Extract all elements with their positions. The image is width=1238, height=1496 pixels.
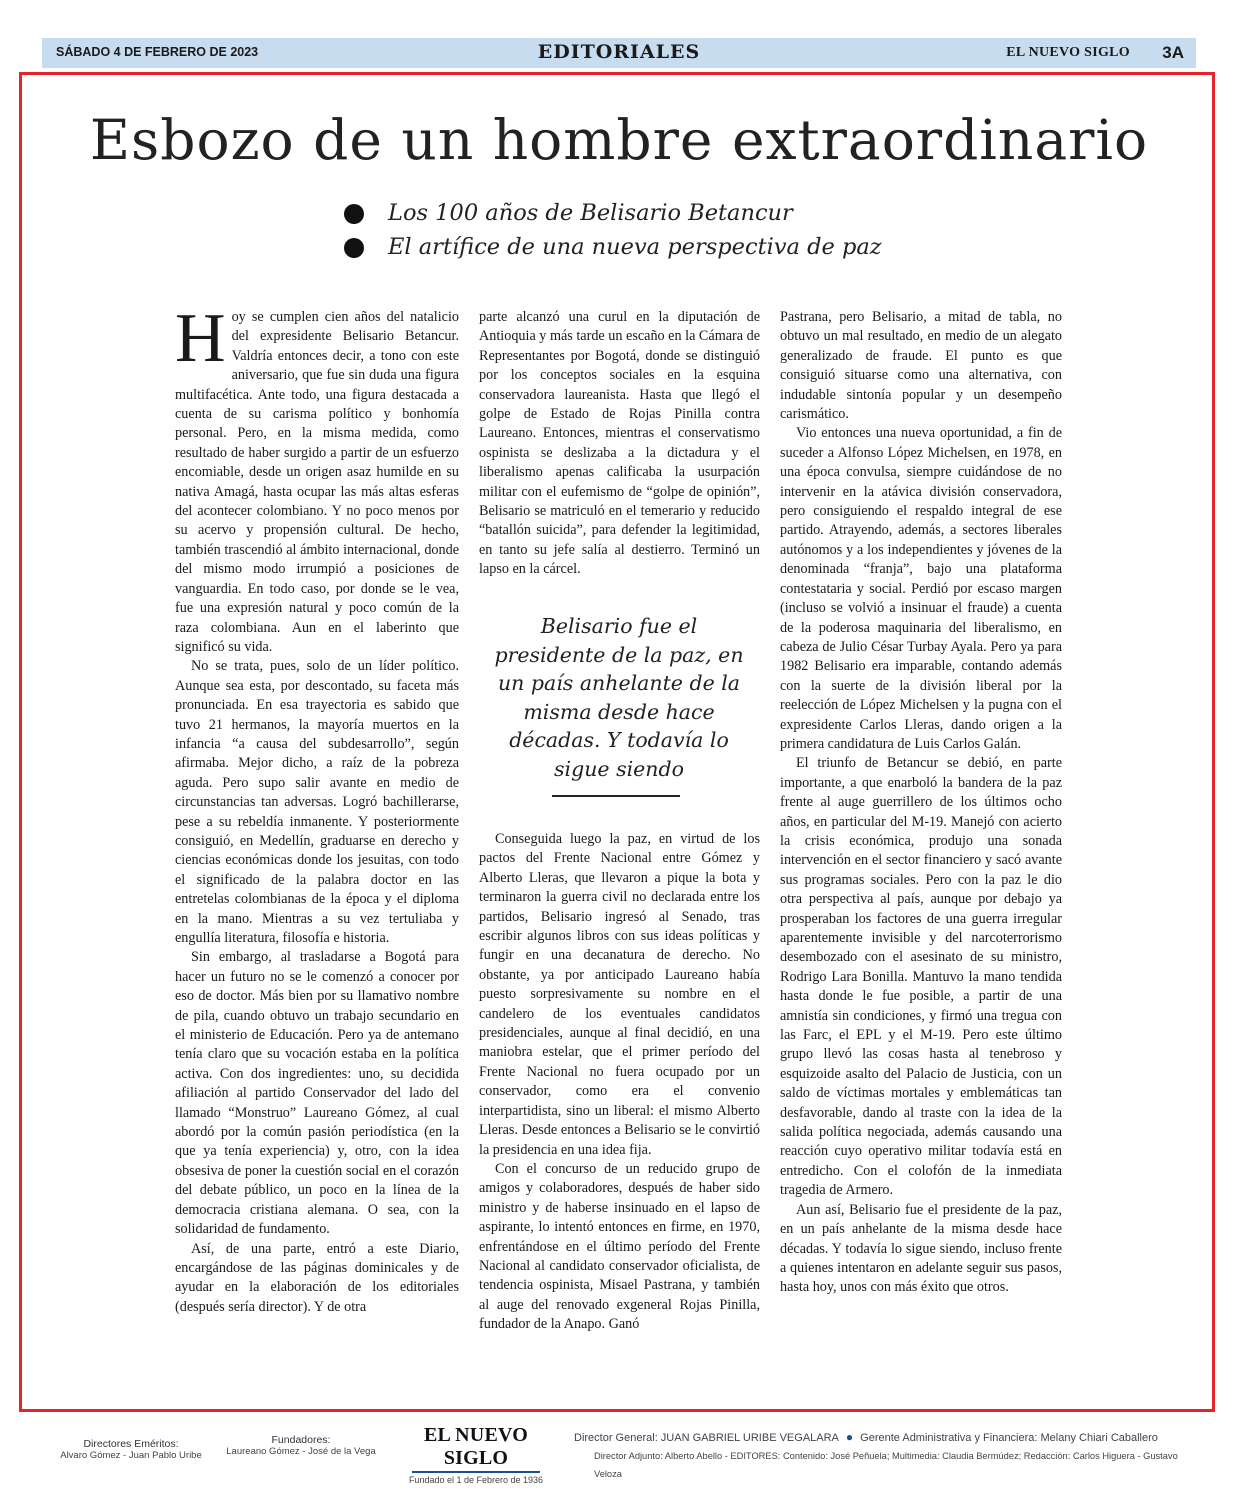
- logo-rule: [412, 1471, 540, 1473]
- financial-manager: Gerente Administrativa y Financiera: Melany Chiari Caballero: [860, 1432, 1158, 1444]
- drop-cap: H: [175, 300, 226, 377]
- emeritus-directors: [56, 1438, 206, 1462]
- director-general: Director General: JUAN GABRIEL URIBE VEGALARA: [574, 1432, 839, 1444]
- page-header-bar: [42, 38, 1196, 68]
- separator-dot-icon: ●: [845, 1430, 854, 1444]
- subheadline-text: El artífice de una nueva perspectiva de paz: [388, 234, 882, 260]
- pull-quote: Belisario fue el presidente de la paz, en un país anhelante de la misma desde hace décadas. Y todavía lo sigue siendo: [494, 614, 744, 781]
- emeritus-directors-names: Alvaro Gómez - Juan Pablo Uribe: [60, 1450, 202, 1461]
- paragraph: Sin embargo, al trasladarse a Bogotá para hacer un futuro no se le comenzó a conocer por eso de doctor. Más bien por su llamativo nombre de pila, cuando obtuvo un trabajo secundario en el ministerio de Educación. Pero ya de antemano tenía claro que su vocación estaba en la política activa. Con dos ingredientes: uno, su decidida afiliación al partido Conservador del lado del llamado “Monstruo” Laureano Gómez, al cual abordó por la común pasión periodística (en la que ya tenía experiencia) y, otro, con la idea obsesiva de poner la cuestión social en el corazón del debate público, un poco en la línea de la democracia cristiana alemana. O sea, con la solidaridad de fundamento.: [175, 949, 459, 1238]
- paragraph: Vio entonces una nueva oportunidad, a fin de suceder a Alfonso López Michelsen, en 1978, en una época convulsa, siempre cuidándose de no intervenir en la atávica división conservadora, pero consiguiendo el respaldo integral de ese partido. Atrayendo, además, a sectores liberales autónomos y a los independientes y jóvenes de la denominada “franja”, bajo una plataforma contestataria y social. Perdió por escaso margen (incluso se volvió a insinuar el fraude) a cuenta de la poderosa maquinaria del liberalismo, en cabeza de Julio César Turbay Ayala. Pero ya para 1982 Belisario era imparable, contando además con la suerte de la división liberal por la reelección de López Michelsen y la pugna con el expresidente Carlos Lleras, dando origen a la primera candidatura de Luis Carlos Galán.: [780, 425, 1062, 752]
- newspaper-logo: [408, 1424, 544, 1485]
- article-column-2-bottom: [479, 830, 760, 1335]
- article-column-1: [175, 300, 459, 1317]
- editors-line: Director Adjunto: Alberto Abello - EDITORES: Contenido: José Peñuela; Multimedia: Claudia Bermúdez; Redacción: Carlos Higuera - Gustavo Veloza: [594, 1451, 1178, 1479]
- masthead-footer: [0, 1418, 1238, 1488]
- page-number: 3A: [1162, 43, 1184, 62]
- staff-credits: [574, 1428, 1194, 1483]
- bullet-dot-icon: [344, 238, 364, 258]
- article-column-3: [780, 308, 1062, 1298]
- section-title: EDITORIALES: [537, 41, 701, 63]
- subheadline-text: Los 100 años de Belisario Betancur: [388, 200, 793, 226]
- emeritus-directors-label: Directores Eméritos:: [83, 1438, 179, 1450]
- subheadline-bullet: [344, 196, 1044, 230]
- paragraph: No se trata, pues, solo de un líder político. Aunque sea esta, por descontado, su faceta más pronunciada. En esa trayectoria es sabido que tuvo 21 hermanos, la mayoría muertos en la infancia “a causa del subdesarrollo”, según afirmaba. Mejor dicho, a raíz de la pobreza aguda. Pero supo salir avante en medio de circunstancias tan adversas. Logró bachillerarse, pese a su rebeldía inmanente. Y posteriormente consiguió, en Medellín, graduarse en derecho y ciencias económicas donde los jesuitas, con todo el significado de la palabra doctor en las entretelas colombianas de la época y el diploma en la mano. Mientras a su vez tertuliaba y engullía literatura, filosofía e historia.: [175, 658, 459, 946]
- paragraph: Conseguida luego la paz, en virtud de los pactos del Frente Nacional entre Gómez y Alberto Lleras, que llevaron a pique la bota y terminaron la guerra civil no declarada entre los partidos, Belisario ingresó al Senado, tras escribir algunos libros con sus ideas políticas y fungir en una decanatura de derecho. No obstante, ya por anticipado Laureano había puesto sorpresivamente su nombre en el candelero de los eventuales candidatos presidenciales, aunque al final decidió, en una maniobra estelar, que el primer período del Frente Nacional no fuera ocupado por un conservador, como era el convenio interpartidista, sino un liberal: el mismo Alberto Lleras. Desde entonces a Belisario se le convirtió la presidencia en una idea fija.: [479, 831, 760, 1158]
- subheadline-bullets: [344, 196, 1044, 264]
- founders-names: Laureano Gómez - José de la Vega: [226, 1446, 376, 1457]
- paragraph: parte alcanzó una curul en la diputación de Antioquia y más tarde un escaño en la Cámara de Representantes por Bogotá, donde se distinguió por los conceptos sociales en la esquina conservadora laureanista. Hasta que llegó el golpe de Estado de Rojas Pinilla contra Laureano. Entonces, mientras el conservatismo ospinista se deslizaba a la dictadura y el liberalismo apenas calificaba la usurpación militar con el eufemismo de “golpe de opinión”, Belisario se matriculó en el temerario y reducido “batallón suicida”, para defender la legitimidad, en tanto su jefe salía al destierro. Terminó un lapso en la cárcel.: [479, 309, 760, 578]
- paragraph: Con el concurso de un reducido grupo de amigos y colaboradores, después de haber sido ministro y de haberse insinuado en el lapso de aspirante, lo intentó entonces en firme, en 1970, enfrentándose en el último período del Frente Nacional al candidato conservador oficialista, de tendencia ospinista, Misael Pastrana, y también al auge del renovado exgeneral Rojas Pinilla, fundador de la Anapo. Ganó: [479, 1160, 760, 1333]
- bullet-dot-icon: [344, 204, 364, 224]
- headline: Esbozo de un hombre extraordinario: [89, 108, 1149, 172]
- article-column-2-top: [479, 308, 760, 580]
- founders: [216, 1434, 386, 1458]
- pull-quote-rule: [552, 795, 680, 797]
- logo-text: EL NUEVO SIGLO: [423, 1424, 528, 1469]
- paragraph: Hoy se cumplen cien años del natalicio del expresidente Belisario Betancur. Valdría entonces decir, a tono con este aniversario, que fue sin duda una figura multifacética. Ante todo, una figura destacada a cuenta de su carisma político y bonhomía personal. Pero, en la misma medida, como resultado de haber surgido a partir de un esfuerzo encomiable, desde un origen asaz humilde en su nativa Amagá, hasta ocupar las más altas esferas del acontecer colombiano. Y no poco menos por su acervo y propensión cultural. De hecho, también trascendió al ámbito internacional, donde del mismo modo irrumpió a posiciones de vanguardia. En todo caso, por donde se le vea, fue una expresión natural y poco común de la raza colombiana. Aun en el laberinto que significó su vida.: [175, 300, 459, 655]
- paragraph: Así, de una parte, entró a este Diario, encargándose de las páginas dominicales y de ayudar en la elaboración de los editoriales (después sería director). Y de otra: [175, 1240, 459, 1315]
- paragraph: Aun así, Belisario fue el presidente de la paz, en un país anhelante de la misma desde hace décadas. Y todavía lo sigue siendo, incluso frente a quienes intentaron en adelante seguir sus pasos, hasta hoy, unos con más éxito que otros.: [780, 1201, 1062, 1296]
- paragraph: El triunfo de Betancur se debió, en parte importante, a que enarboló la bandera de la paz frente al auge guerrillero de los últimos ocho años, en particular del M-19. Manejó con acierto la crisis económica, produjo una sonada intervención en el sector financiero y sacó avante sus programas sociales. Pero con la paz le dio otra perspectiva al país, aunque por debajo ya prosperaban los factores de una guerra irregular aparentemente invisible y del narcoterrorismo desembozado con el asesinato de su ministro, Rodrigo Lara Bonilla. Mantuvo la mano tendida hasta donde le fue posible, a partir de una amnistía sin condiciones, y firmó una tregua con las Farc, el EPL y el M-19. Pero este último grupo llevó las cosas hasta al tenebroso y esquizoide asalto del Palacio de Justicia, con un saldo de víctimas mortales y emblemáticas tan desfavorable, dando al traste con la idea de la salida política negociada, además causando una reacción cuyo operativo militar todavía está en entredicho. Con el colofón de la inmediata tragedia de Armero.: [780, 755, 1062, 1199]
- subheadline-bullet: [344, 230, 1044, 264]
- issue-date: SÁBADO 4 DE FEBRERO DE 2023: [56, 45, 259, 59]
- founders-label: Fundadores:: [271, 1434, 331, 1446]
- paragraph: Pastrana, pero Belisario, a mitad de tabla, no obtuvo un mal resultado, en medio de un alegato generalizado de fraude. El punto es que consiguió situarse como una alternativa, con indudable sintonía popular y un desempeño carismático.: [780, 309, 1062, 423]
- founded-date: Fundado el 1 de Febrero de 1936: [408, 1475, 544, 1485]
- newspaper-name: EL NUEVO SIGLO: [1006, 45, 1130, 60]
